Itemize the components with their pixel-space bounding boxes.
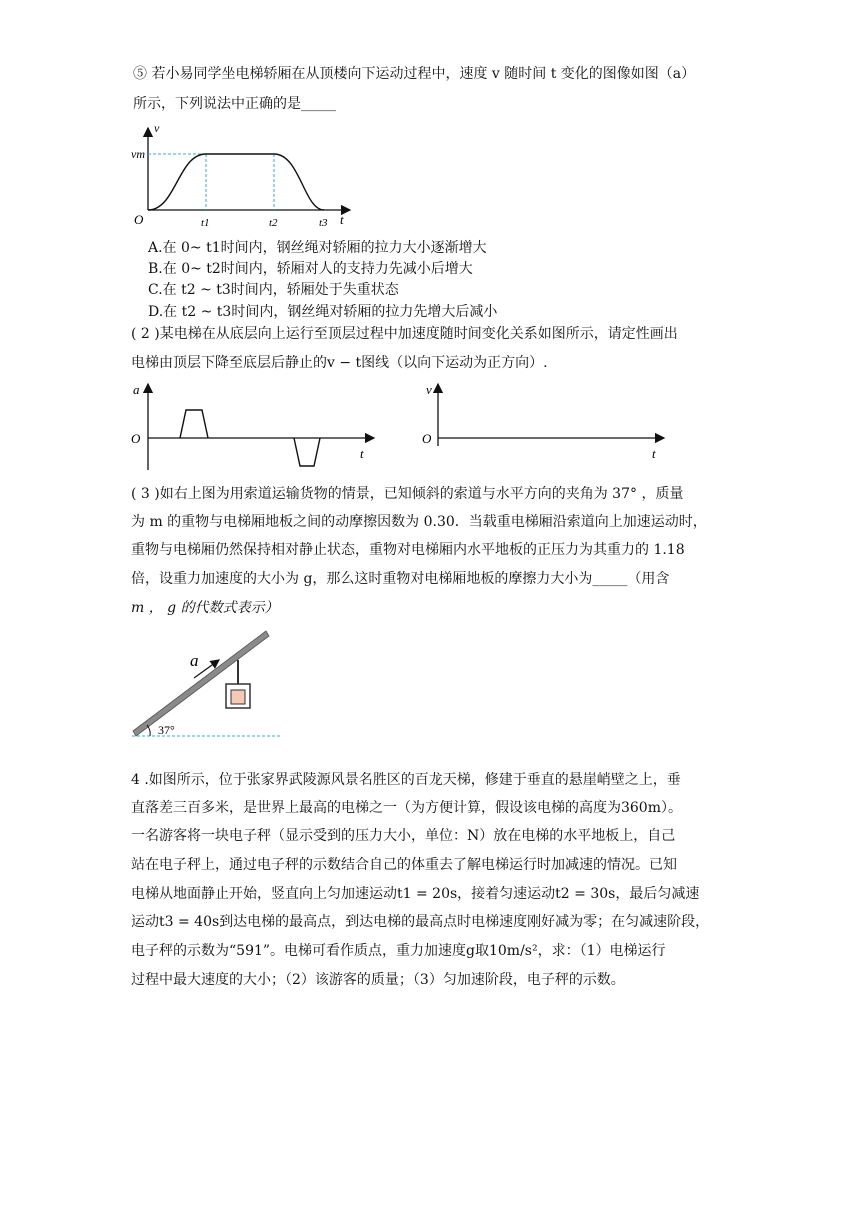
svg-text:a: a xyxy=(190,651,199,670)
svg-text:O: O xyxy=(134,212,144,227)
svg-text:t1: t1 xyxy=(201,217,210,229)
q4-line-4: 站在电子秤上，通过电子秤的示数结合自己的体重去了解电梯运行时加减速的情况。已知 xyxy=(131,857,677,873)
q5-option-c: C.在 t2 ~ t3时间内，轿厢处于失重状态 xyxy=(148,282,399,298)
svg-text:t: t xyxy=(652,446,656,461)
q5-line-2: 所示，下列说法中正确的是_____ xyxy=(133,96,336,112)
q3-line-1: ( 3 )如右上图为用索道运输货物的情景，已知倾斜的索道与水平方向的夹角为 37° ，质量 xyxy=(131,486,684,502)
svg-text:vm: vm xyxy=(131,147,145,161)
svg-text:t3: t3 xyxy=(319,217,328,229)
q5-option-a: A.在 0~ t1时间内，钢丝绳对轿厢的拉力大小逐渐增大 xyxy=(148,240,487,256)
a-t-graph xyxy=(128,380,378,472)
q5-line-1: ⑤ 若小易同学坐电梯轿厢在从顶楼向下运动过程中，速度 v 随时间 t 变化的图像如图（a） xyxy=(133,66,696,82)
q5-option-d: D.在 t2 ~ t3时间内，钢丝绳对轿厢的拉力先增大后减小 xyxy=(148,304,498,320)
svg-text:t: t xyxy=(340,212,344,227)
q3-line-5: m ， g 的代数式表示） xyxy=(131,600,279,616)
svg-text:v: v xyxy=(426,382,432,397)
cargo-box xyxy=(231,690,245,704)
velocity-curve xyxy=(148,154,324,210)
svg-text:37°: 37° xyxy=(158,723,175,737)
q4-line-5: 电梯从地面静止开始，竖直向上匀加速运动t1 = 20s，接着匀速运动t2 = 30s，最后匀减速 xyxy=(131,886,700,902)
q4-line-7: 电子秤的示数为“591”。电梯可看作质点，重力加速度g取10m/s²，求：（1）电梯运行 xyxy=(131,943,666,959)
q2-line-2: 电梯由顶层下降至底层后静止的v − t图线（以向下运动为正方向）. xyxy=(131,355,548,371)
svg-text:O: O xyxy=(131,431,141,446)
q4-line-8: 过程中最大速度的大小；（2）该游客的质量；（3）匀加速阶段，电子秤的示数。 xyxy=(131,972,625,988)
q4-line-2: 直落差三百多米，是世界上最高的电梯之一（为方便计算，假设该电梯的高度为360m）。 xyxy=(131,800,682,816)
svg-text:t2: t2 xyxy=(269,217,278,229)
q5-option-b: B.在 0~ t2时间内，轿厢对人的支持力先减小后增大 xyxy=(148,261,473,277)
v-t-graph-blank xyxy=(420,380,670,472)
q2-line-1: ( 2 )某电梯在从底层向上运行至顶层过程中加速度随时间变化关系如图所示，请定性画出 xyxy=(131,326,678,342)
svg-text:v: v xyxy=(154,121,160,135)
q4-line-1: 4 .如图所示，位于张家界武陵源风景名胜区的百龙天梯，修建于垂直的悬崖峭壁之上，垂 xyxy=(131,772,681,788)
q4-line-6: 运动t3 = 40s到达电梯的最高点，到达电梯的最高点时电梯速度刚好减为零；在匀减速阶段， xyxy=(131,914,710,930)
svg-text:a: a xyxy=(133,382,140,397)
q3-line-4: 倍，设重力加速度的大小为 g，那么这时重物对电梯厢地板的摩擦力大小为_____（用含 xyxy=(131,571,670,587)
cable-car-diagram xyxy=(128,628,288,740)
svg-text:O: O xyxy=(422,431,432,446)
v-t-graph-a xyxy=(128,118,358,230)
svg-text:t: t xyxy=(360,446,364,461)
q4-line-3: 一名游客将一块电子秤（显示受到的压力大小，单位：N）放在电梯的水平地板上，自己 xyxy=(131,828,676,844)
positive-pulse xyxy=(180,410,208,438)
q3-line-2: 为 m 的重物与电梯厢地板之间的动摩擦因数为 0.30．当载重电梯厢沿索道向上加速运动时， xyxy=(131,514,707,530)
negative-pulse xyxy=(294,438,320,466)
q3-line-3: 重物与电梯厢仍然保持相对静止状态，重物对电梯厢内水平地板的正压力为其重力的 1.18 xyxy=(131,542,685,558)
